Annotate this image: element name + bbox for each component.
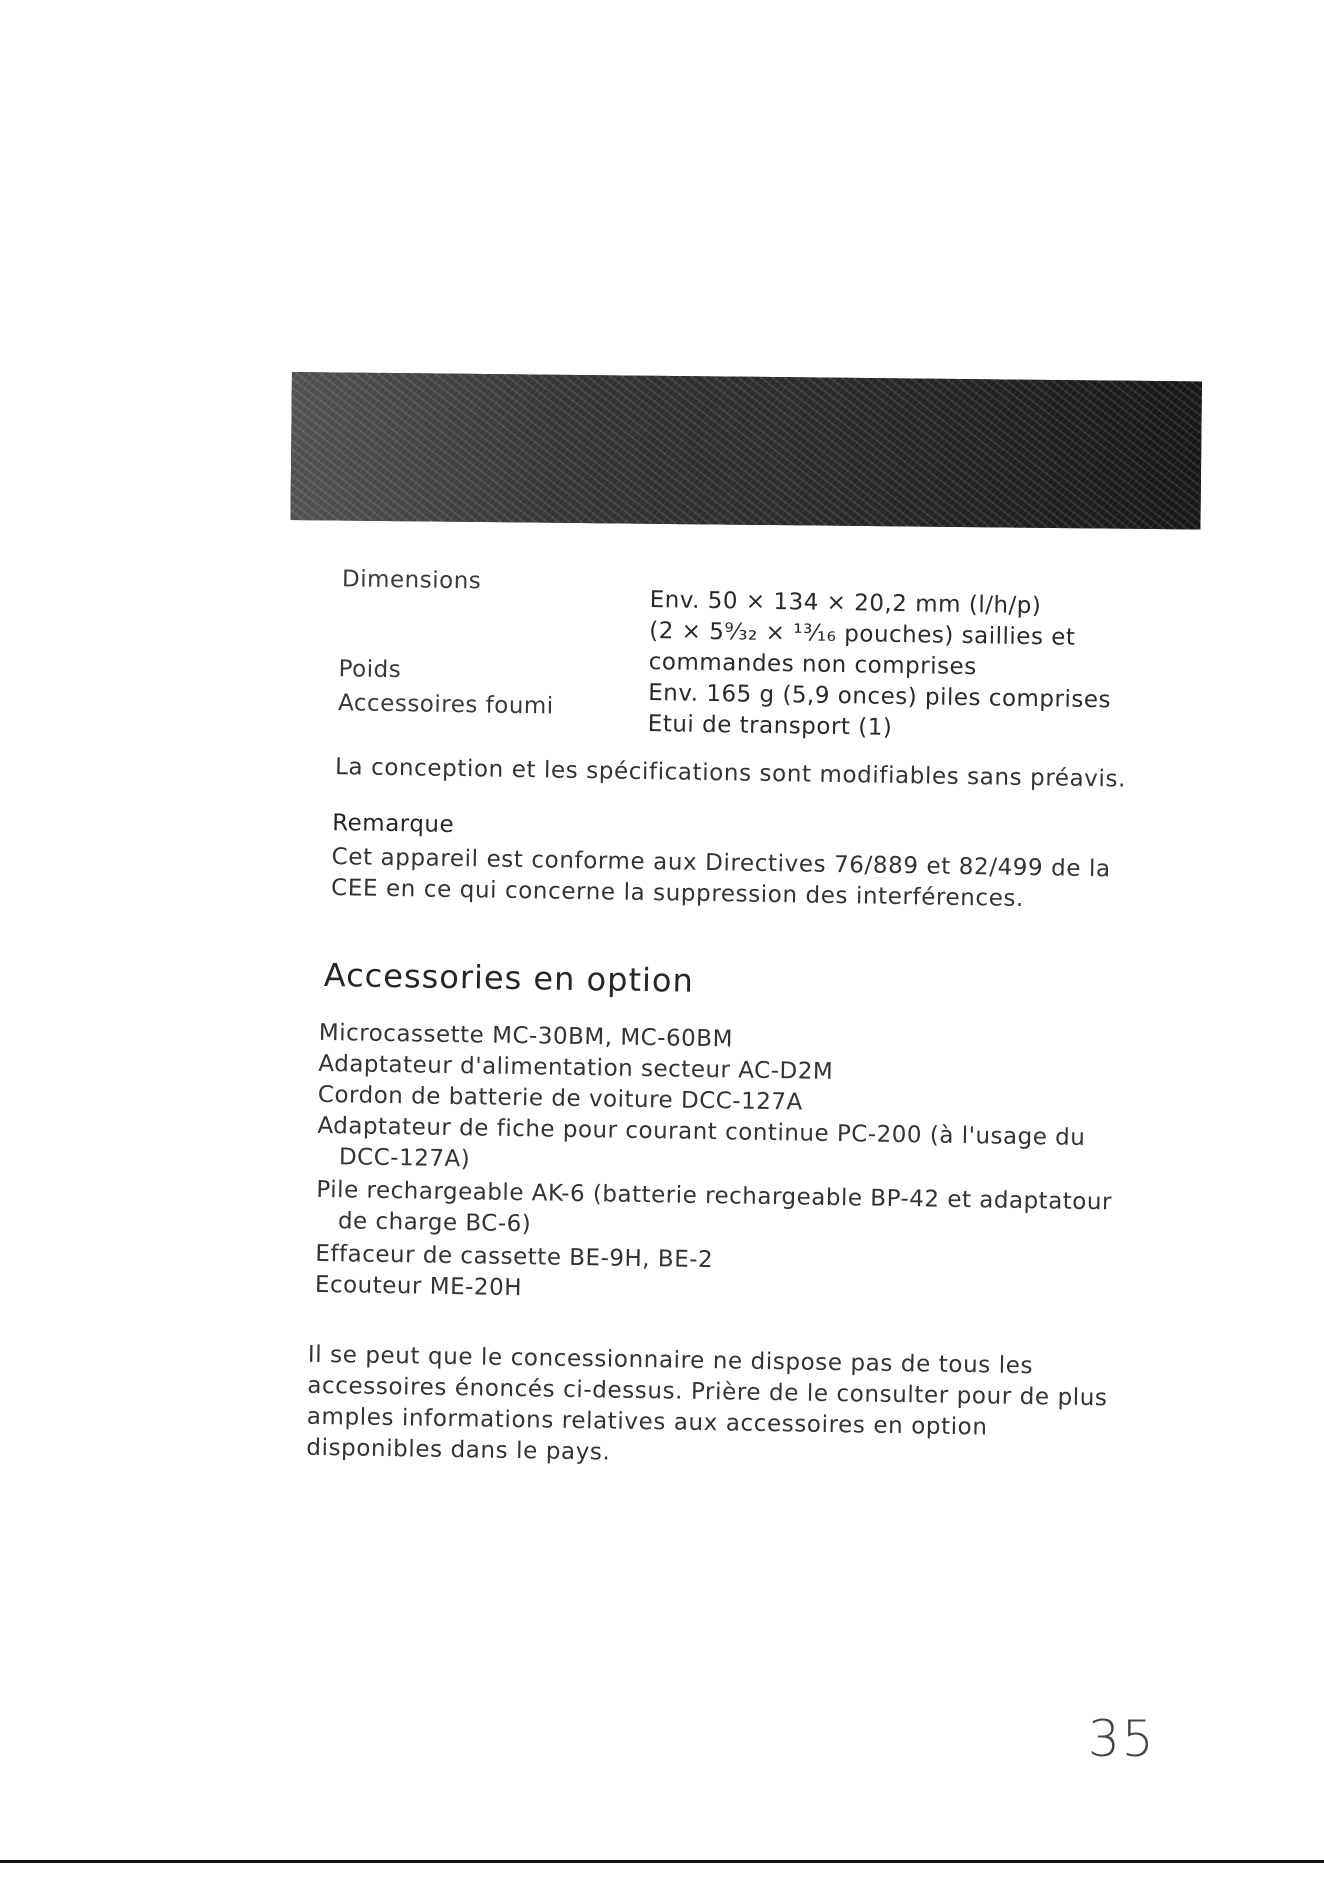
accessory-earphone: Ecouteur ME-20H (314, 1271, 523, 1302)
bottom-edge-rule (0, 1860, 1324, 1863)
remark-title: Remarque (331, 810, 455, 838)
accessory-dc-plug-adaptor-cont: DCC-127A) (338, 1144, 471, 1173)
accessory-car-battery-cord: Cordon de batterie de voiture DCC-127A (317, 1081, 803, 1116)
accessories-heading: Accessories en option (323, 955, 695, 1000)
accessory-microcassette: Microcassette MC-30BM, MC-60BM (318, 1019, 734, 1053)
remark-line-2: CEE en ce qui concerne la suppression des interférences. (330, 875, 1025, 912)
spec-value-dimensions-line-1: Env. 50 × 134 × 20,2 mm (l/h/p) (649, 587, 1042, 620)
spec-value-dimensions-line-2: (2 × 5⁹⁄₃₂ × ¹³⁄₁₆ pouches) saillies et (649, 618, 1076, 651)
list-item (316, 1175, 1112, 1249)
accessory-rechargeable-battery: Pile rechargeable AK-6 (batterie rechargeable BP-42 et adaptatour (316, 1176, 1113, 1216)
spec-value-dimensions-line-3: commandes non comprises (648, 649, 977, 681)
spec-label-dimensions: Dimensions (341, 566, 482, 595)
list-item (315, 1270, 523, 1304)
design-note: La conception et les spécifications sont modifiables sans préavis. (334, 754, 1127, 793)
spec-value-weight: Env. 165 g (5,9 onces) piles comprises (648, 680, 1112, 714)
spec-label-accessories: Accessoires foumi (337, 690, 554, 720)
accessory-cassette-eraser: Effaceur de cassette BE-9H, BE-2 (315, 1240, 714, 1274)
specs-table (9, 0, 1324, 741)
spec-label-weight: Poids (338, 656, 402, 684)
dealer-note-line-1: Il se peut que le concessionnaire ne dispose pas de tous les (307, 1341, 1034, 1380)
dealer-note-line-3: amples informations relatives aux accessoires en option (306, 1403, 988, 1441)
dealer-note-line-4: disponibles dans le pays. (306, 1434, 611, 1466)
page-number: 35 (1088, 1710, 1156, 1768)
accessory-dc-plug-adaptor: Adaptateur de fiche pour courant continue PC-200 (à l'usage du (317, 1112, 1086, 1151)
accessory-rechargeable-battery-cont: de charge BC-6) (337, 1208, 532, 1238)
list-item (317, 1111, 1086, 1185)
remark-line-1: Cet appareil est conforme aux Directives 76/889 et 82/499 de la (331, 844, 1111, 883)
spec-value-accessories: Etui de transport (1) (647, 711, 893, 741)
accessory-ac-adaptor: Adaptateur d'alimentation secteur AC-D2M (318, 1050, 834, 1085)
dealer-note-line-2: accessoires énoncés ci-dessus. Prière de le consulter pour de plus (307, 1372, 1108, 1412)
